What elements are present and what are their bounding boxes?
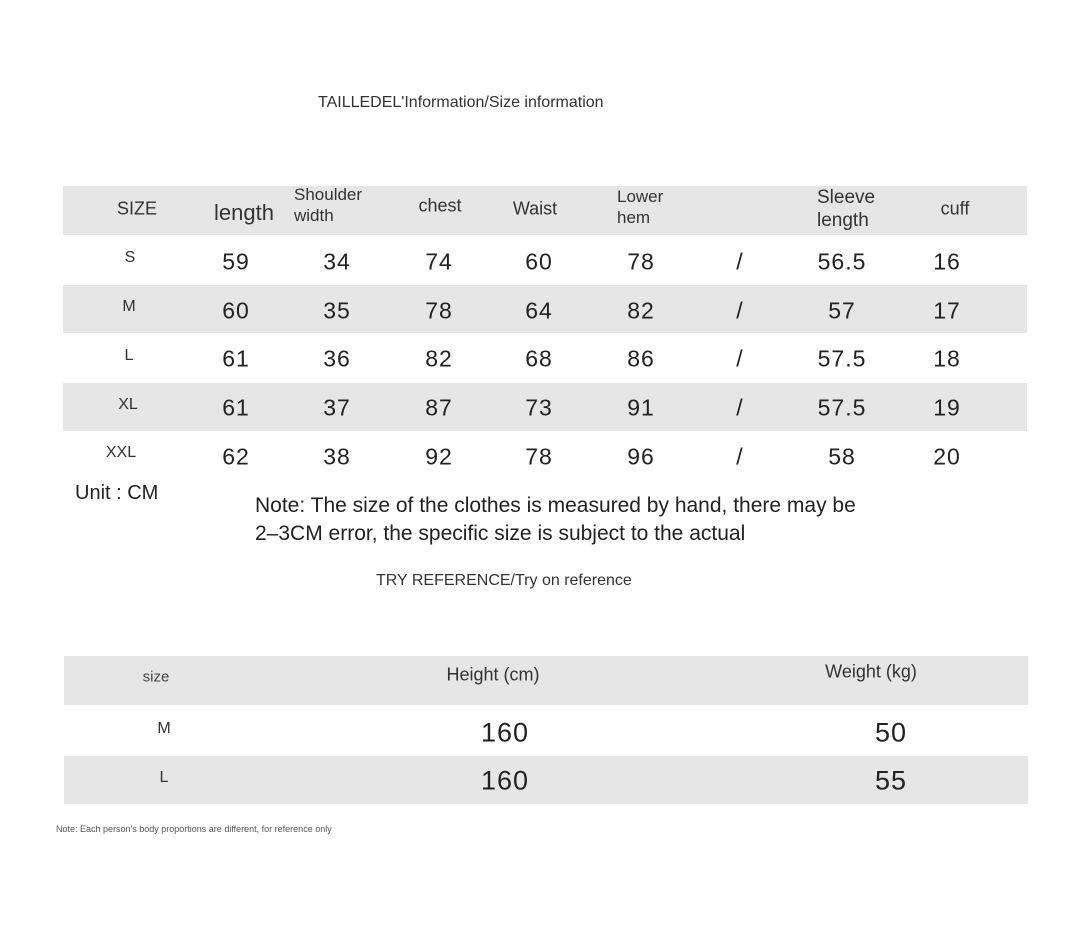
measurement-note-line2: 2–3CM error, the specific size is subject to the actual [255,522,746,545]
row-xxl-chest: 92 [425,443,453,470]
row-m-cuff: 17 [933,297,961,324]
try-header-height: Height (cm) [446,664,540,685]
row-m-extra: / [736,297,744,324]
measurement-note-line1: Note: The size of the clothes is measured by hand, there may be [255,494,856,517]
header-hem-line2: hem [617,208,651,227]
row-l-length: 61 [222,345,250,372]
row-l-size: L [124,347,134,364]
try-reference-title: TRY REFERENCE/Try on reference [376,572,632,589]
row-s-cuff: 16 [933,248,961,275]
row-l-chest: 82 [425,345,453,372]
row-s-size: S [124,249,136,266]
row-m-shoulder: 35 [323,297,351,324]
header-lower-hem [617,186,663,228]
try-header-size: size [142,668,170,686]
row-s-length: 59 [222,248,250,275]
header-sleeve-length [817,186,875,232]
try-row-m-size: M [157,720,171,737]
row-l-waist: 68 [525,345,553,372]
row-xl-extra: / [736,394,744,421]
row-s-extra: / [736,248,744,275]
row-s-chest: 74 [425,248,453,275]
row-xxl-hem: 96 [627,443,655,470]
row-l-extra: / [736,345,744,372]
row-xl-hem: 91 [627,394,655,421]
try-row-m-weight: 50 [874,717,908,748]
row-l-cuff: 18 [933,345,961,372]
unit-label: Unit : CM [75,482,159,504]
row-m-chest: 78 [425,297,453,324]
row-xl-size: XL [118,396,138,413]
header-length: length [214,200,274,225]
header-shoulder-line2: width [294,206,334,225]
row-s-hem: 78 [627,248,655,275]
row-s-shoulder: 34 [323,248,351,275]
header-sleeve-line2: length [817,210,869,231]
try-row-m-height: 160 [480,717,530,748]
row-xl-sleeve: 57.5 [817,394,867,421]
row-xl-waist: 73 [525,394,553,421]
row-m-sleeve: 57 [828,297,856,324]
row-xxl-size: XXL [105,444,137,461]
row-xl-cuff: 19 [933,394,961,421]
row-m-length: 60 [222,297,250,324]
row-xl-chest: 87 [425,394,453,421]
row-s-waist: 60 [525,248,553,275]
row-xxl-shoulder: 38 [323,443,351,470]
row-s-sleeve: 56.5 [817,248,867,275]
row-xxl-extra: / [736,443,744,470]
try-row-l-size: L [159,769,169,786]
header-shoulder-line1: Shoulder [294,185,363,204]
try-header-weight: Weight (kg) [825,661,917,682]
row-xl-length: 61 [222,394,250,421]
row-l-hem: 86 [627,345,655,372]
header-cuff: cuff [940,198,970,219]
row-l-shoulder: 36 [323,345,351,372]
measurement-note [255,492,856,548]
header-shoulder-width [294,184,362,226]
header-hem-line1: Lower [617,187,664,206]
row-xl-shoulder: 37 [323,394,351,421]
header-sleeve-line1: Sleeve [817,187,876,208]
row-m-waist: 64 [525,297,553,324]
try-row-l-height: 160 [480,765,530,796]
header-chest: chest [418,195,462,216]
row-xxl-cuff: 20 [933,443,961,470]
body-proportion-footnote: Note: Each person's body proportions are different, for reference only [56,824,332,834]
try-row-l-weight: 55 [874,765,908,796]
row-l-sleeve: 57.5 [817,345,867,372]
row-xxl-sleeve: 58 [828,443,856,470]
header-waist: Waist [512,198,558,219]
row-xxl-length: 62 [222,443,250,470]
row-xxl-waist: 78 [525,443,553,470]
row-m-hem: 82 [627,297,655,324]
row-m-size: M [122,298,136,315]
header-size: SIZE [116,198,158,219]
size-info-title: TAILLEDEL'Information/Size information [318,94,604,111]
